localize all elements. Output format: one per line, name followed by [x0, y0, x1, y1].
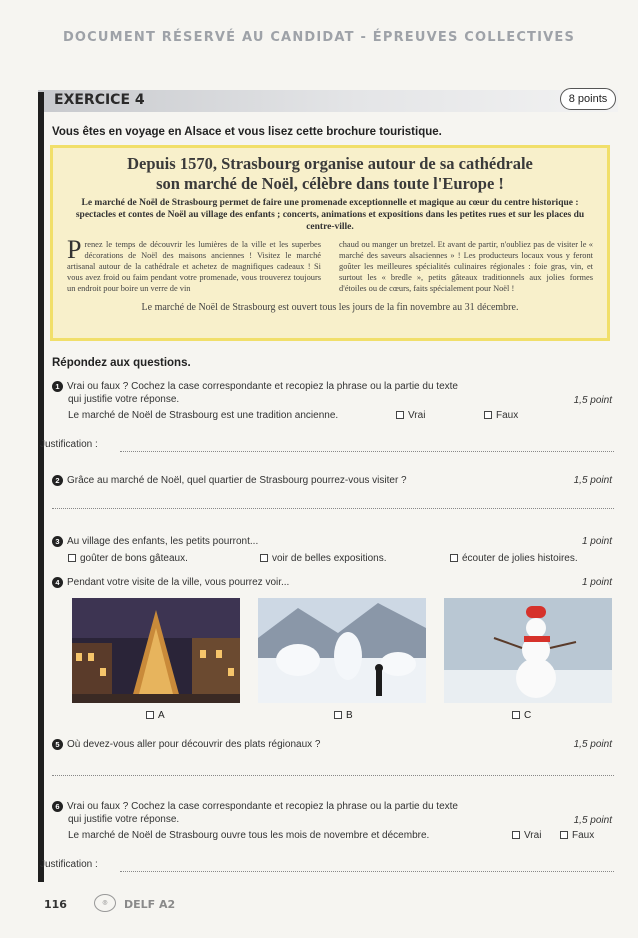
answers-heading: Répondez aux questions. [52, 357, 191, 369]
q6-true-option[interactable] [512, 829, 541, 842]
q1-false-label: Faux [496, 410, 519, 421]
snowman-image [444, 598, 612, 703]
page-number: 116 [44, 898, 67, 911]
q5-points: 1,5 point [573, 739, 612, 750]
brochure [50, 145, 610, 341]
brochure-dropcap: P [67, 235, 82, 264]
photo-c-snowman [444, 598, 612, 703]
q6-statement-row [52, 829, 618, 842]
brochure-col-1 [67, 235, 321, 294]
exercise-points-badge: 8 points [560, 88, 616, 110]
q1-true-label: Vrai [408, 410, 426, 421]
q4-number: 4 [52, 577, 63, 588]
q1-points: 1,5 point [573, 395, 612, 406]
brochure-columns [67, 235, 593, 294]
q1-number: 1 [52, 381, 63, 392]
question-4 [52, 576, 618, 589]
header-title: DOCUMENT RÉSERVÉ AU CANDIDAT - ÉPREUVES COLLECTIVES [62, 30, 576, 45]
question-6 [52, 800, 618, 842]
photo-b-snow-sculptures [258, 598, 426, 703]
photo-a-option[interactable] [146, 710, 165, 721]
q1-justification-line[interactable] [120, 451, 614, 452]
q6-number: 6 [52, 801, 63, 812]
q3-text: Au village des enfants, les petits pourront... [67, 536, 259, 547]
q3-option-2-label: voir de belles expositions. [272, 553, 387, 564]
q5-answer-line[interactable] [52, 775, 614, 776]
q6-statement: Le marché de Noël de Strasbourg ouvre tous les mois de novembre et décembre. [68, 830, 430, 841]
publisher-logo-icon: ◎ [94, 894, 116, 912]
q3-option-3[interactable] [450, 552, 578, 565]
q3-option-1[interactable] [68, 552, 188, 565]
q3-option-2-checkbox[interactable] [260, 554, 268, 562]
q6-false-checkbox[interactable] [560, 831, 568, 839]
photo-b-checkbox[interactable] [334, 711, 342, 719]
q3-option-1-checkbox[interactable] [68, 554, 76, 562]
q1-false-option[interactable] [484, 409, 518, 422]
q1-false-checkbox[interactable] [484, 411, 492, 419]
q2-number: 2 [52, 475, 63, 486]
q6-true-checkbox[interactable] [512, 831, 520, 839]
q1-justification-label: Justification : [40, 439, 98, 450]
q1-true-option[interactable] [396, 409, 425, 422]
photo-a-christmas-tree [72, 598, 240, 703]
q6-true-label: Vrai [524, 830, 542, 841]
q3-option-1-label: goûter de bons gâteaux. [80, 553, 188, 564]
question-1 [52, 380, 618, 422]
question-3 [52, 535, 618, 548]
q2-points: 1,5 point [573, 475, 612, 486]
snow-sculpture-image [258, 598, 426, 703]
book-title: DELF A2 [124, 898, 176, 911]
q6-false-label: Faux [572, 830, 595, 841]
brochure-footer: Le marché de Noël de Strasbourg est ouvert tous les jours de la fin novembre au 31 décembre. [141, 302, 519, 313]
q3-points: 1 point [581, 536, 612, 547]
q3-option-3-checkbox[interactable] [450, 554, 458, 562]
q1-text-cont: qui justifie votre réponse. [68, 394, 180, 405]
brochure-title-line1: Depuis 1570, Strasbourg organise autour de sa cathédrale [127, 154, 533, 173]
q4-points: 1 point [581, 577, 612, 588]
question-5 [52, 738, 618, 751]
brochure-subtitle: Le marché de Noël de Strasbourg permet de faire une promenade exceptionnelle et magique au cœur du centre historique : spectacles et contes de Noël au village des enfants ; concerts, animations et expositions dans les petites rues et sur les places du centre-ville. [75, 198, 585, 232]
photo-c-label: C [524, 710, 532, 721]
photo-b-option[interactable] [334, 710, 353, 721]
q6-text-cont: qui justifie votre réponse. [68, 814, 180, 825]
page-header [0, 28, 638, 54]
q1-statement-row [52, 409, 618, 422]
q6-false-option[interactable] [560, 829, 594, 842]
photo-a-label: A [158, 710, 165, 721]
photo-c-option[interactable] [512, 710, 531, 721]
brochure-col-1-text: renez le temps de découvrir les lumières de la ville et les superbes décorations de Noël des maisons anciennes ! Visitez le marché artisanal autour de la cathédrale et achetez de magnifiques cadeaux ! Si vous avez froid ou faim pendant votre promenade, vous trouverez toujours un endroit pour boire un verre de vin [67, 240, 321, 293]
question-2 [52, 474, 618, 487]
brochure-col-2: chaud ou manger un bretzel. Et avant de partir, n'oubliez pas de visiter le « marché des saveurs alsaciennes » ! Les producteurs locaux vous y feront goûter les meilleures spécialités culinaires régionales : foie gras, vin, et surtout les « bredle », petits gâteaux traditionnels aux jolies formes d'étoiles ou de cœurs, faits spécialement pour Noël ! [339, 240, 593, 293]
q5-text: Où devez-vous aller pour découvrir des plats régionaux ? [67, 739, 321, 750]
brochure-title-line2: son marché de Noël, célèbre dans toute l'Europe ! [156, 174, 504, 193]
q1-text: Vrai ou faux ? Cochez la case correspondante et recopiez la phrase ou la partie du texte [67, 381, 458, 392]
q3-option-2[interactable] [260, 552, 387, 565]
q5-number: 5 [52, 739, 63, 750]
q4-text: Pendant votre visite de la ville, vous pourrez voir... [67, 577, 290, 588]
photo-a-checkbox[interactable] [146, 711, 154, 719]
photo-b-label: B [346, 710, 353, 721]
q1-true-checkbox[interactable] [396, 411, 404, 419]
q3-option-3-label: écouter de jolies histoires. [462, 553, 578, 564]
q2-answer-line[interactable] [52, 508, 614, 509]
margin-bar [38, 92, 44, 882]
q2-text: Grâce au marché de Noël, quel quartier de Strasbourg pourrez-vous visiter ? [67, 475, 407, 486]
q6-justification-label: Justification : [40, 859, 98, 870]
q6-text: Vrai ou faux ? Cochez la case correspondante et recopiez la phrase ou la partie du texte [67, 801, 458, 812]
q1-statement: Le marché de Noël de Strasbourg est une tradition ancienne. [68, 410, 339, 421]
christmas-tree-image [72, 598, 240, 703]
exercise-title: EXERCICE 4 [54, 92, 145, 108]
q3-number: 3 [52, 536, 63, 547]
photo-c-checkbox[interactable] [512, 711, 520, 719]
q6-justification-line[interactable] [120, 871, 614, 872]
q6-points: 1,5 point [573, 815, 612, 826]
exercise-intro: Vous êtes en voyage en Alsace et vous lisez cette brochure touristique. [52, 126, 442, 138]
